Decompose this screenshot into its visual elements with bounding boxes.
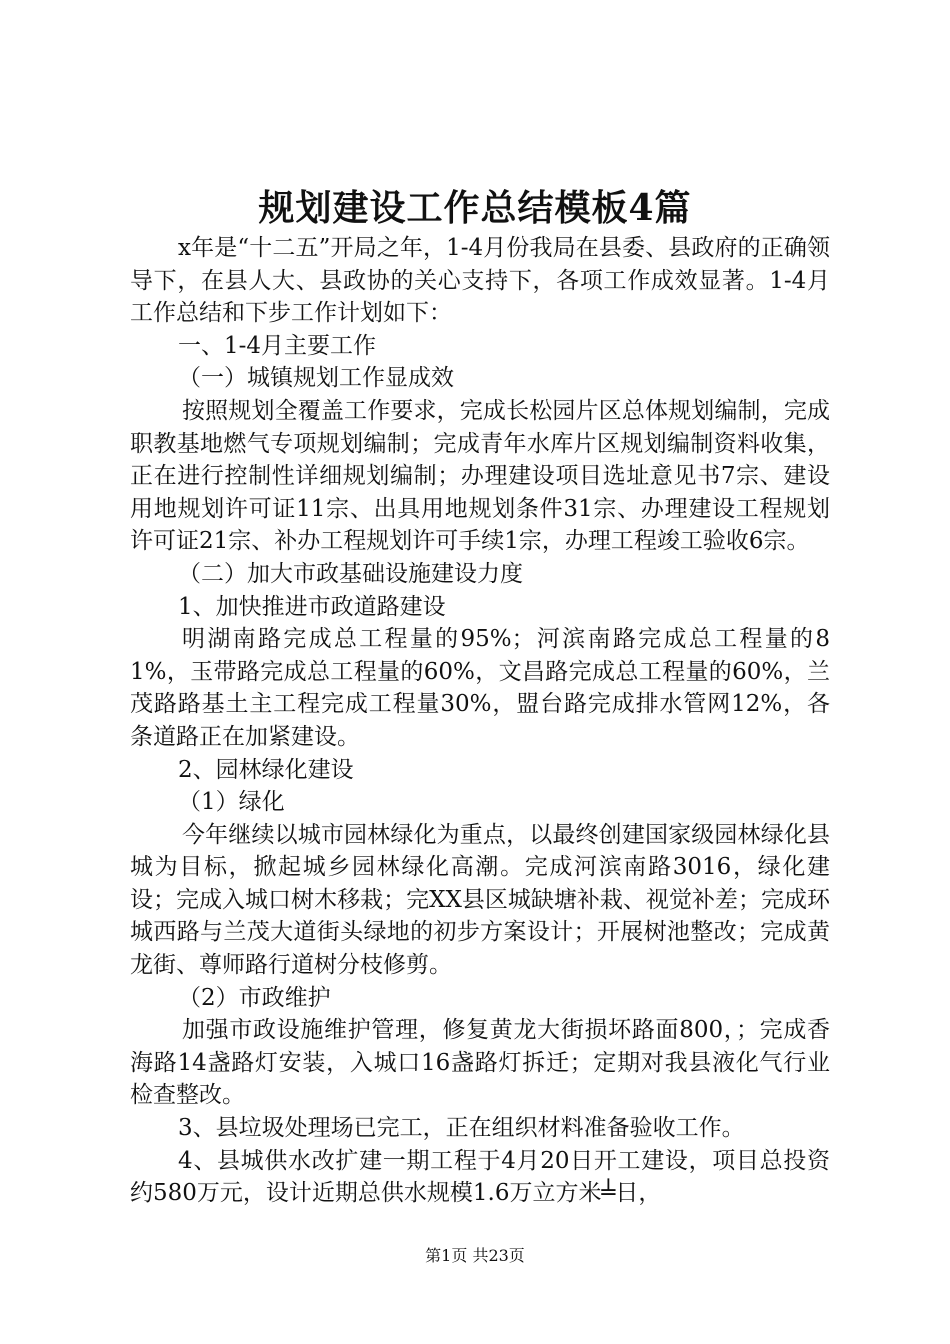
body-paragraph: 3、县垃圾处理场已完工，正在组织材料准备验收工作。: [178, 1115, 745, 1142]
body-paragraph: x年是“十二五”开局之年，1-4月份我局在县委、县政府的正确领导下，在县人大、县政协的关心支持下，各项工作成效显著。1-4月工作总结和下步工作计划如下：: [130, 235, 830, 327]
body-paragraph: 一、1-4月主要工作: [178, 332, 377, 359]
body-paragraph: 按照规划全覆盖工作要求，完成长松园片区总体规划编制，完成职教基地燃气专项规划编制；完成青年水库片区规划编制资料收集，正在进行控制性详细规划编制；办理建设项目选址意见书7宗、建设用地规划许可证11宗、出具用地规划条件31宗、办理建设工程规划许可证21宗、补办工程规划许可手续1宗，办理工程竣工验收6宗。: [130, 397, 830, 555]
body-paragraph: 1、加快推进市政道路建设: [178, 593, 446, 620]
body-paragraph: （1）绿化: [178, 789, 285, 816]
body-paragraph: 2、园林绿化建设: [178, 756, 354, 783]
body-paragraph: （2）市政维护: [178, 984, 331, 1011]
body-paragraph: 加强市政设施维护管理，修复黄龙大街损坏路面800，；完成香海路14盏路灯安装，入城口16盏路灯拆迁；定期对我县液化气行业检查整改。: [130, 1017, 830, 1109]
body-paragraph: 明湖南路完成总工程量的95%；河滨南路完成总工程量的81%，玉带路完成总工程量的60%，文昌路完成总工程量的60%，兰茂路路基土主工程完成工程量30%，盟台路完成排水管网12%，各条道路正在加紧建设。: [130, 626, 830, 750]
document-title: 规划建设工作总结模板4篇: [258, 187, 692, 229]
body-paragraph: （一）城镇规划工作显成效: [178, 365, 454, 392]
document-body: [130, 232, 830, 1210]
body-paragraph: 今年继续以城市园林绿化为重点，以最终创建国家级园林绿化县城为目标，掀起城乡园林绿化高潮。完成河滨南路3016，绿化建设；完成入城口树木移栽；完XX县区城缺塘补栽、视觉补差；完成环城西路与兰茂大道街头绿地的初步方案设计；开展树池整改；完成黄龙街、尊师路行道树分枝修剪。: [130, 821, 830, 979]
body-paragraph: 4、县城供水改扩建一期工程于4月20日开工建设，项目总投资约580万元，设计近期总供水规模1.6万立方米╧日，: [130, 1147, 830, 1207]
page-footer: 第1页 共23页: [425, 1246, 525, 1265]
body-paragraph: （二）加大市政基础设施建设力度: [178, 560, 523, 587]
